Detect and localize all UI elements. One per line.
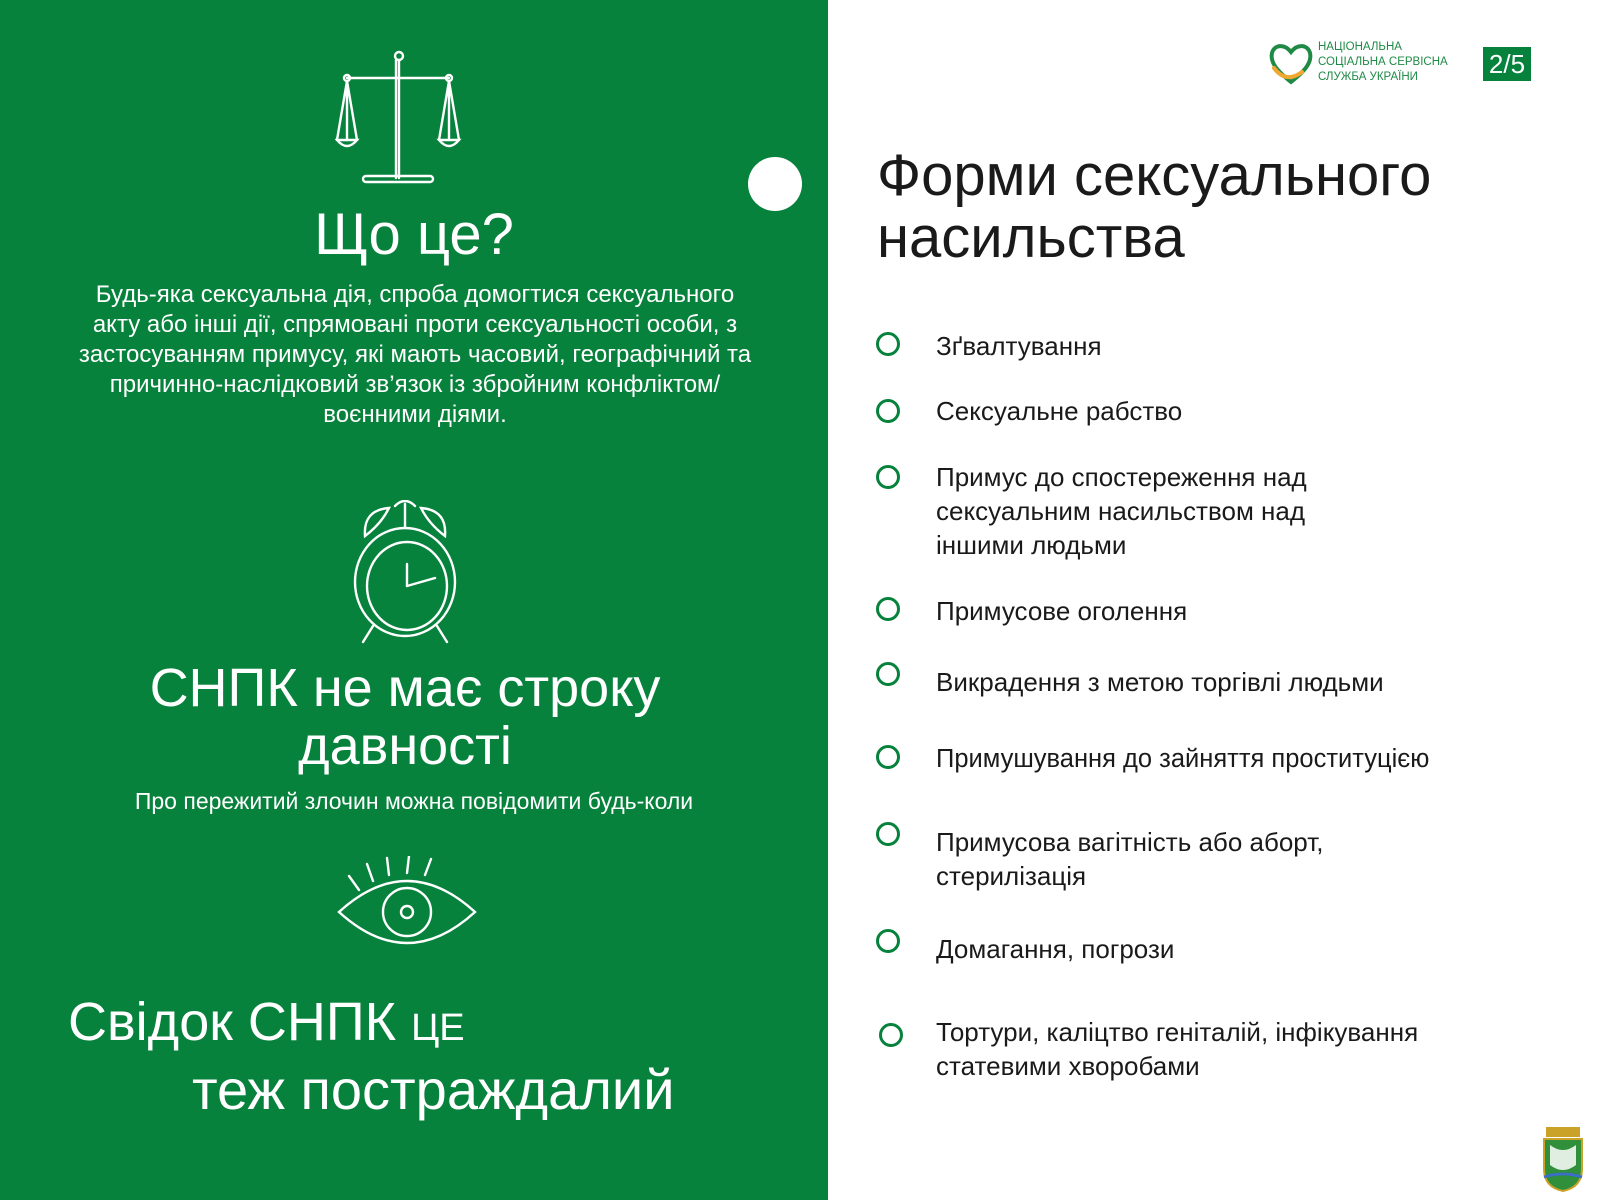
list-item-text: Сексуальне рабство bbox=[936, 396, 1183, 426]
section-no-limitation-title-line1: СНПК не має строку bbox=[149, 658, 661, 718]
white-dot-decoration bbox=[748, 157, 802, 211]
circle-bullet-icon bbox=[876, 465, 900, 489]
scales-icon bbox=[335, 48, 465, 190]
circle-bullet-icon bbox=[876, 745, 900, 769]
list-item-text: Примусове оголення bbox=[936, 596, 1188, 626]
alarm-clock-icon bbox=[345, 500, 465, 650]
circle-bullet-icon bbox=[876, 399, 900, 423]
section-what-title: Що це? bbox=[314, 202, 514, 267]
witness-title-line1 bbox=[68, 990, 465, 1060]
forms-title-line1: Форми сексуального bbox=[877, 143, 1432, 208]
circle-bullet-icon bbox=[876, 597, 900, 621]
forms-list bbox=[874, 0, 1574, 1200]
list-item-text: Викрадення з метою торгівлі людьми bbox=[936, 667, 1384, 697]
witness-title-part1: Свідок СНПК bbox=[68, 992, 397, 1052]
list-item-text: Домагання, погрози bbox=[936, 934, 1175, 964]
definition-text: Будь-яка сексуальна дія, спроба домогтися сексуального акту або інші дії, спрямовані проти сексуальності особи, з застосуванням примусу, які мають часовий, географічний та причинно-наслідковий зв’язок із збройним конфліктом/ воєнними діями. bbox=[78, 281, 752, 428]
circle-bullet-icon bbox=[876, 822, 900, 846]
circle-bullet-icon bbox=[876, 929, 900, 953]
circle-bullet-icon bbox=[876, 332, 900, 356]
report-anytime-note: Про пережитий злочин можна повідомити будь-коли bbox=[134, 788, 694, 814]
list-item-text: Тортури, каліцтво геніталій, інфікування статевими хворобами bbox=[936, 1017, 1419, 1081]
logo-line1: НАЦІОНАЛЬНА bbox=[1318, 41, 1402, 53]
witness-title-line2: теж постраждалий bbox=[192, 1058, 675, 1121]
logo-line2: СОЦІАЛЬНА СЕРВІСНА bbox=[1318, 56, 1448, 68]
list-item-text: Примушування до зайняття проституцією bbox=[936, 745, 1430, 773]
coat-of-arms-icon bbox=[1540, 1125, 1586, 1193]
list-item-text: Примусова вагітність або аборт, стерилізація bbox=[936, 827, 1324, 891]
witness-title-part2: ЦЕ bbox=[411, 1007, 465, 1049]
list-item-text: Зґвалтування bbox=[936, 331, 1102, 361]
logo-line3: СЛУЖБА УКРАЇНИ bbox=[1318, 71, 1418, 83]
circle-bullet-icon bbox=[876, 662, 900, 686]
section-no-limitation-title-line2: давності bbox=[298, 716, 512, 776]
circle-bullet-icon bbox=[879, 1023, 903, 1047]
eye-icon bbox=[335, 856, 480, 954]
page-indicator: 2/5 bbox=[1483, 47, 1531, 81]
list-item-text: Примус до спостереження над сексуальним насильством над іншими людьми bbox=[936, 462, 1307, 560]
forms-title-line2: насильства bbox=[877, 205, 1185, 270]
